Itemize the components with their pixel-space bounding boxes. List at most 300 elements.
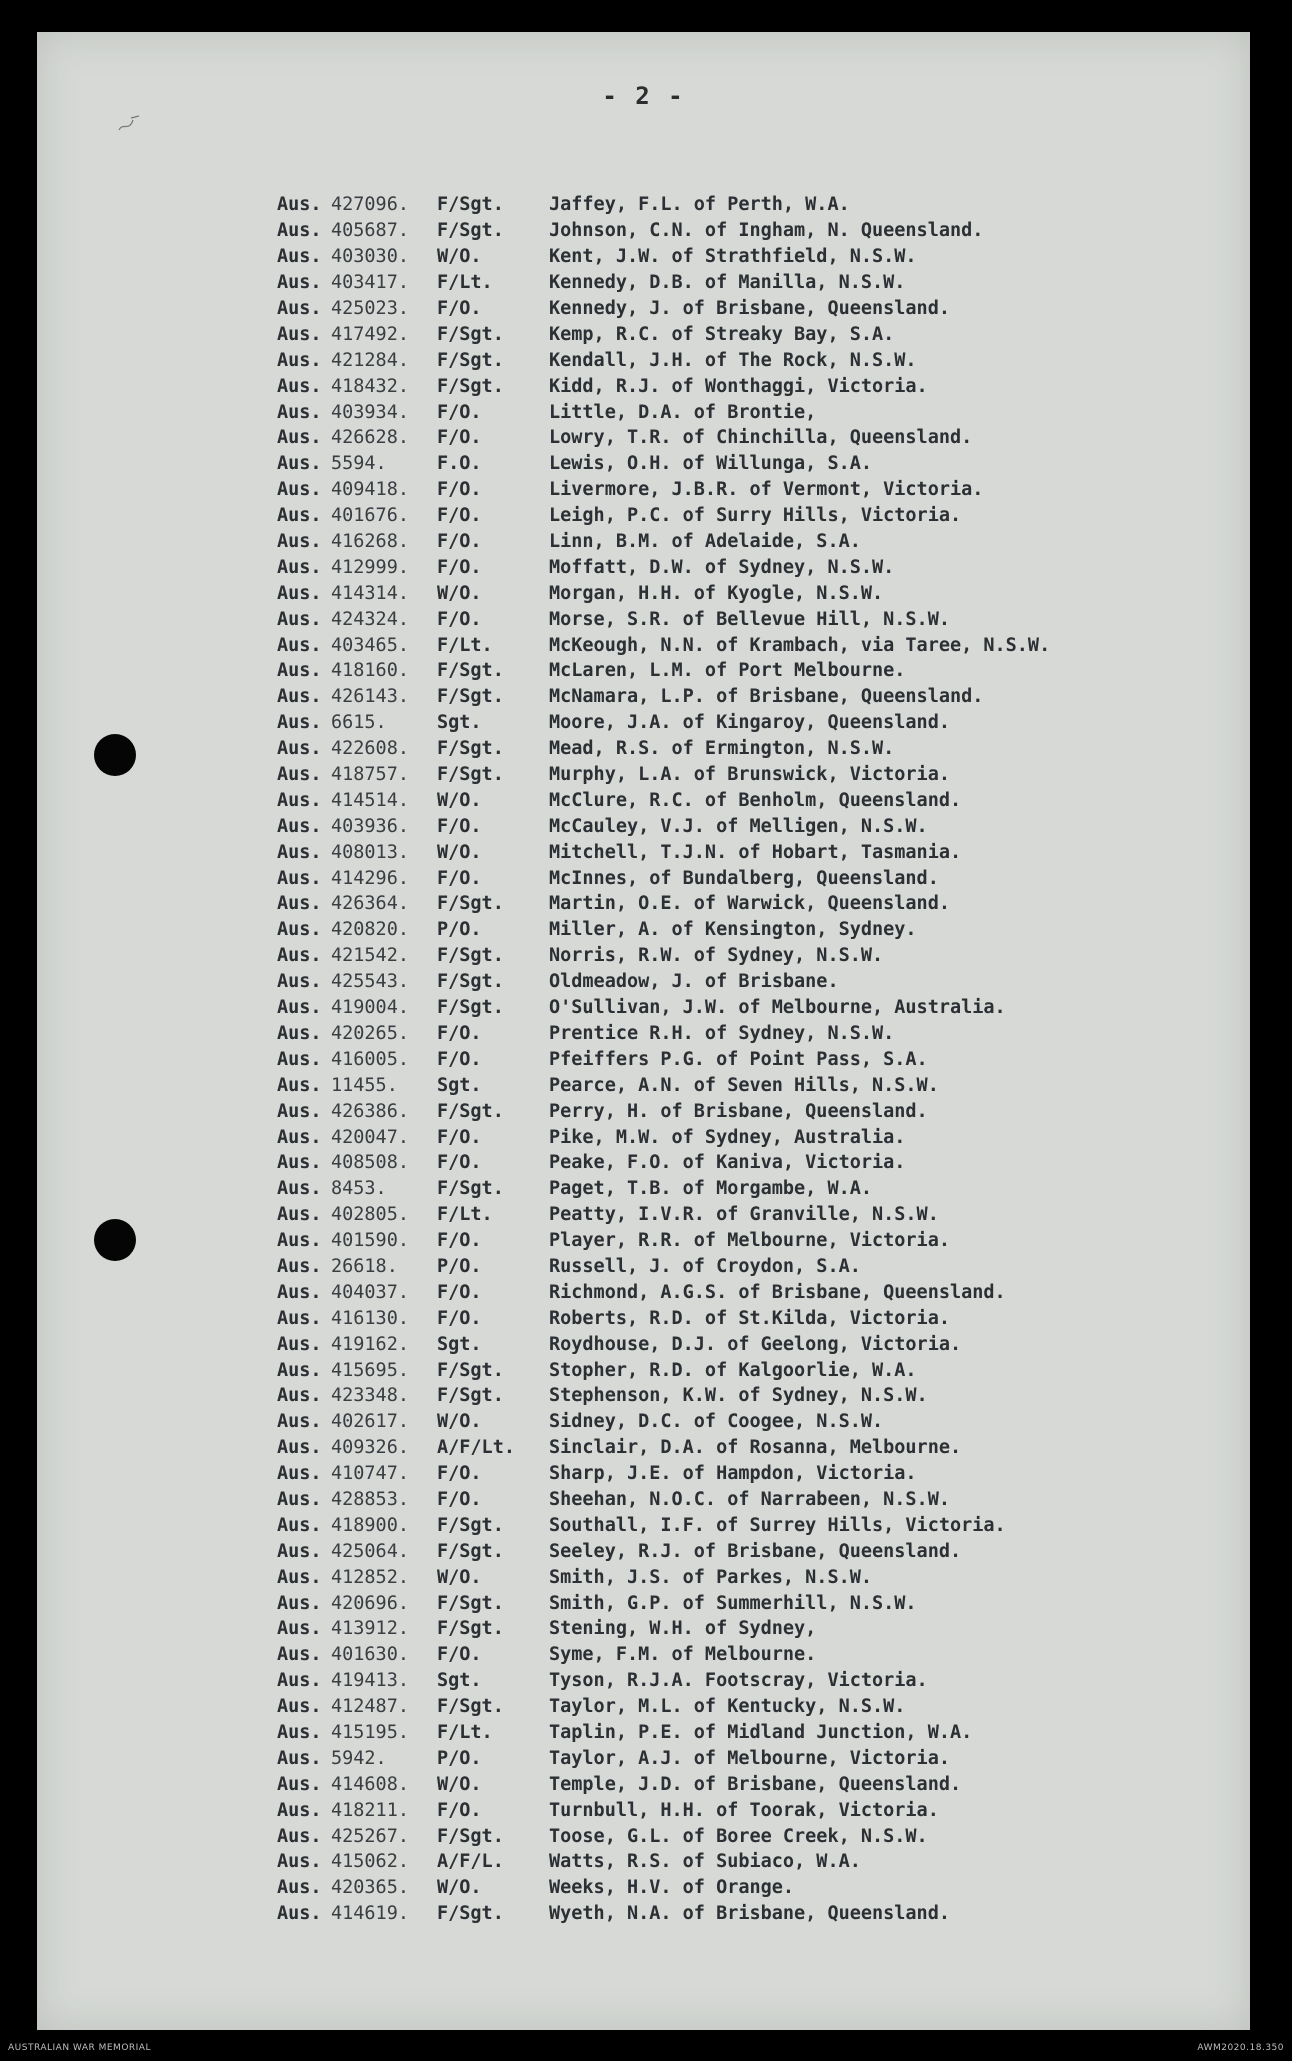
rank: F/O. — [437, 1281, 482, 1303]
list-item — [277, 1383, 1177, 1409]
rank: F/O. — [437, 815, 482, 837]
name-and-hometown: McKeough, N.N. of Krambach, via Taree, N.S.W. — [549, 634, 1051, 656]
list-item — [277, 554, 1177, 580]
list-item — [277, 1124, 1177, 1150]
service-number: 403936. — [331, 815, 409, 837]
list-item — [277, 399, 1177, 425]
name-and-hometown: Pike, M.W. of Sydney, Australia. — [549, 1126, 906, 1148]
service-number: 414514. — [331, 789, 409, 811]
name-and-hometown: Johnson, C.N. of Ingham, N. Queensland. — [549, 220, 984, 242]
service-prefix: Aus. — [277, 1333, 322, 1355]
service-prefix: Aus. — [277, 997, 322, 1019]
service-prefix: Aus. — [277, 1851, 322, 1873]
service-prefix: Aus. — [277, 789, 322, 811]
rank: F/O. — [437, 1152, 482, 1174]
service-prefix: Aus. — [277, 194, 322, 216]
service-number: 401676. — [331, 505, 409, 527]
rank: F/Lt. — [437, 1204, 493, 1226]
service-prefix: Aus. — [277, 660, 322, 682]
service-number: 403465. — [331, 634, 409, 656]
name-and-hometown: Southall, I.F. of Surrey Hills, Victoria. — [549, 1514, 1006, 1536]
name-and-hometown: Murphy, L.A. of Brunswick, Victoria. — [549, 764, 950, 786]
service-number: 420820. — [331, 919, 409, 941]
rank: F/Sgt. — [437, 1540, 504, 1562]
service-prefix: Aus. — [277, 1592, 322, 1614]
service-number: 409418. — [331, 479, 409, 501]
service-prefix: Aus. — [277, 505, 322, 527]
rank: W/O. — [437, 1411, 482, 1433]
rank: A/F/Lt. — [437, 1437, 515, 1459]
service-number: 422608. — [331, 738, 409, 760]
service-number: 414608. — [331, 1773, 409, 1795]
rank: W/O. — [437, 1773, 482, 1795]
rank: F/O. — [437, 1307, 482, 1329]
service-prefix: Aus. — [277, 1230, 322, 1252]
name-and-hometown: McInnes, of Bundalberg, Queensland. — [549, 867, 939, 889]
name-and-hometown: Kennedy, D.B. of Manilla, N.S.W. — [549, 272, 906, 294]
service-number: 419162. — [331, 1333, 409, 1355]
name-and-hometown: Smith, G.P. of Summerhill, N.S.W. — [549, 1592, 917, 1614]
name-and-hometown: Paget, T.B. of Morgambe, W.A. — [549, 1178, 873, 1200]
rank: F/Sgt. — [437, 323, 504, 345]
service-prefix: Aus. — [277, 1100, 322, 1122]
rank: P/O. — [437, 919, 482, 941]
name-and-hometown: Leigh, P.C. of Surry Hills, Victoria. — [549, 505, 962, 527]
service-number: 412487. — [331, 1696, 409, 1718]
rank: F/Sgt. — [437, 1825, 504, 1847]
rank: F/O. — [437, 1463, 482, 1485]
list-item — [277, 891, 1177, 917]
rank: F/Sgt. — [437, 1592, 504, 1614]
name-and-hometown: Miller, A. of Kensington, Sydney. — [549, 919, 917, 941]
service-number: 426143. — [331, 686, 409, 708]
service-number: 402805. — [331, 1204, 409, 1226]
service-number: 419004. — [331, 997, 409, 1019]
name-and-hometown: Taylor, A.J. of Melbourne, Victoria. — [549, 1747, 950, 1769]
name-and-hometown: Lowry, T.R. of Chinchilla, Queensland. — [549, 427, 973, 449]
name-and-hometown: Mead, R.S. of Ermington, N.S.W. — [549, 738, 895, 760]
service-prefix: Aus. — [277, 1385, 322, 1407]
service-prefix: Aus. — [277, 1048, 322, 1070]
rank: F/O. — [437, 531, 482, 553]
service-prefix: Aus. — [277, 919, 322, 941]
list-item — [277, 1228, 1177, 1254]
name-and-hometown: Pfeiffers P.G. of Point Pass, S.A. — [549, 1048, 928, 1070]
service-number: 418900. — [331, 1514, 409, 1536]
name-and-hometown: Temple, J.D. of Brisbane, Queensland. — [549, 1773, 962, 1795]
rank: F/O. — [437, 1488, 482, 1510]
rank: P/O. — [437, 1255, 482, 1277]
service-prefix: Aus. — [277, 634, 322, 656]
service-number: 405687. — [331, 220, 409, 242]
service-prefix: Aus. — [277, 945, 322, 967]
name-and-hometown: Livermore, J.B.R. of Vermont, Victoria. — [549, 479, 984, 501]
rank: F/Sgt. — [437, 1696, 504, 1718]
service-number: 408508. — [331, 1152, 409, 1174]
service-number: 415195. — [331, 1721, 409, 1743]
list-item — [277, 684, 1177, 710]
rank: F/Sgt. — [437, 220, 504, 242]
service-number: 423348. — [331, 1385, 409, 1407]
list-item — [277, 1849, 1177, 1875]
list-item — [277, 321, 1177, 347]
footer-institution: AUSTRALIAN WAR MEMORIAL — [8, 2043, 151, 2053]
rank: F/Sgt. — [437, 1618, 504, 1640]
name-and-hometown: McNamara, L.P. of Brisbane, Queensland. — [549, 686, 984, 708]
name-and-hometown: Kendall, J.H. of The Rock, N.S.W. — [549, 349, 917, 371]
service-number: 425267. — [331, 1825, 409, 1847]
rank: F/Sgt. — [437, 1385, 504, 1407]
list-item — [277, 1150, 1177, 1176]
name-and-hometown: Wyeth, N.A. of Brisbane, Queensland. — [549, 1903, 950, 1925]
rank: P/O. — [437, 1747, 482, 1769]
document-page — [37, 32, 1250, 2030]
name-and-hometown: Sheehan, N.O.C. of Narrabeen, N.S.W. — [549, 1488, 950, 1510]
name-and-hometown: Stening, W.H. of Sydney, — [549, 1618, 817, 1640]
service-prefix: Aus. — [277, 1152, 322, 1174]
rank: F/O. — [437, 556, 482, 578]
list-item — [277, 580, 1177, 606]
list-item — [277, 1461, 1177, 1487]
service-prefix: Aus. — [277, 479, 322, 501]
service-prefix: Aus. — [277, 1903, 322, 1925]
name-and-hometown: Oldmeadow, J. of Brisbane. — [549, 971, 839, 993]
service-number: 421284. — [331, 349, 409, 371]
list-item — [277, 1072, 1177, 1098]
service-prefix: Aus. — [277, 1877, 322, 1899]
rank: F/Sgt. — [437, 1359, 504, 1381]
list-item — [277, 1901, 1177, 1927]
name-and-hometown: O'Sullivan, J.W. of Melbourne, Australia. — [549, 997, 1006, 1019]
service-number: 426364. — [331, 893, 409, 915]
service-number: 426628. — [331, 427, 409, 449]
service-prefix: Aus. — [277, 764, 322, 786]
service-prefix: Aus. — [277, 1411, 322, 1433]
list-item — [277, 1176, 1177, 1202]
list-item — [277, 787, 1177, 813]
rank: F/Sgt. — [437, 194, 504, 216]
list-item — [277, 865, 1177, 891]
name-and-hometown: Tyson, R.J.A. Footscray, Victoria. — [549, 1670, 928, 1692]
list-item — [277, 1564, 1177, 1590]
list-item — [277, 658, 1177, 684]
rank: F/O. — [437, 1048, 482, 1070]
list-item — [277, 1771, 1177, 1797]
service-prefix: Aus. — [277, 453, 322, 475]
rank: F/Sgt. — [437, 997, 504, 1019]
service-number: 403030. — [331, 246, 409, 268]
service-prefix: Aus. — [277, 1463, 322, 1485]
service-prefix: Aus. — [277, 1126, 322, 1148]
service-number: 403934. — [331, 401, 409, 423]
service-number: 402617. — [331, 1411, 409, 1433]
name-and-hometown: Prentice R.H. of Sydney, N.S.W. — [549, 1022, 895, 1044]
service-prefix: Aus. — [277, 712, 322, 734]
rank: F/Sgt. — [437, 893, 504, 915]
name-and-hometown: Sharp, J.E. of Hampdon, Victoria. — [549, 1463, 917, 1485]
list-item — [277, 1590, 1177, 1616]
list-item — [277, 710, 1177, 736]
service-number: 408013. — [331, 841, 409, 863]
list-item — [277, 1668, 1177, 1694]
list-item — [277, 1357, 1177, 1383]
service-prefix: Aus. — [277, 531, 322, 553]
name-and-hometown: Pearce, A.N. of Seven Hills, N.S.W. — [549, 1074, 939, 1096]
list-item — [277, 529, 1177, 555]
service-number: 414296. — [331, 867, 409, 889]
list-item — [277, 1823, 1177, 1849]
service-number: 426386. — [331, 1100, 409, 1122]
rank: F/Sgt. — [437, 375, 504, 397]
rank: F/Sgt. — [437, 349, 504, 371]
service-prefix: Aus. — [277, 1618, 322, 1640]
rank: F/Sgt. — [437, 1514, 504, 1536]
pencil-mark-icon — [115, 112, 143, 136]
service-prefix: Aus. — [277, 556, 322, 578]
rank: F/O. — [437, 1126, 482, 1148]
service-number: 5594. — [331, 453, 387, 475]
rank: W/O. — [437, 789, 482, 811]
service-number: 420047. — [331, 1126, 409, 1148]
service-prefix: Aus. — [277, 841, 322, 863]
name-and-hometown: Kemp, R.C. of Streaky Bay, S.A. — [549, 323, 895, 345]
list-item — [277, 813, 1177, 839]
name-and-hometown: Sinclair, D.A. of Rosanna, Melbourne. — [549, 1437, 962, 1459]
rank: Sgt. — [437, 1074, 482, 1096]
list-item — [277, 1331, 1177, 1357]
list-item — [277, 451, 1177, 477]
rank: Sgt. — [437, 1333, 482, 1355]
service-number: 414619. — [331, 1903, 409, 1925]
name-and-hometown: Kent, J.W. of Strathfield, N.S.W. — [549, 246, 917, 268]
list-item — [277, 1616, 1177, 1642]
service-prefix: Aus. — [277, 893, 322, 915]
name-and-hometown: Turnbull, H.H. of Toorak, Victoria. — [549, 1799, 939, 1821]
name-and-hometown: Richmond, A.G.S. of Brisbane, Queensland. — [549, 1281, 1006, 1303]
service-prefix: Aus. — [277, 1540, 322, 1562]
rank: A/F/L. — [437, 1851, 504, 1873]
list-item — [277, 943, 1177, 969]
name-and-hometown: Martin, O.E. of Warwick, Queensland. — [549, 893, 950, 915]
name-and-hometown: McClure, R.C. of Benholm, Queensland. — [549, 789, 962, 811]
service-number: 415695. — [331, 1359, 409, 1381]
service-prefix: Aus. — [277, 1721, 322, 1743]
name-and-hometown: Moore, J.A. of Kingaroy, Queensland. — [549, 712, 950, 734]
name-and-hometown: Peake, F.O. of Kaniva, Victoria. — [549, 1152, 906, 1174]
rank: F/O. — [437, 608, 482, 630]
rank: W/O. — [437, 1566, 482, 1588]
service-number: 403417. — [331, 272, 409, 294]
service-number: 416268. — [331, 531, 409, 553]
service-number: 412999. — [331, 556, 409, 578]
list-item — [277, 606, 1177, 632]
service-number: 425543. — [331, 971, 409, 993]
list-item — [277, 192, 1177, 218]
service-prefix: Aus. — [277, 1747, 322, 1769]
service-number: 401590. — [331, 1230, 409, 1252]
list-item — [277, 296, 1177, 322]
rank: F/Lt. — [437, 272, 493, 294]
service-number: 425064. — [331, 1540, 409, 1562]
service-number: 416005. — [331, 1048, 409, 1070]
service-prefix: Aus. — [277, 1359, 322, 1381]
name-and-hometown: Taplin, P.E. of Midland Junction, W.A. — [549, 1721, 973, 1743]
service-prefix: Aus. — [277, 1255, 322, 1277]
list-item — [277, 969, 1177, 995]
name-and-hometown: Stephenson, K.W. of Sydney, N.S.W. — [549, 1385, 928, 1407]
service-prefix: Aus. — [277, 1799, 322, 1821]
rank: F/Sgt. — [437, 1178, 504, 1200]
list-item — [277, 1512, 1177, 1538]
service-prefix: Aus. — [277, 686, 322, 708]
service-number: 11455. — [331, 1074, 398, 1096]
service-prefix: Aus. — [277, 1566, 322, 1588]
rank: W/O. — [437, 582, 482, 604]
service-number: 418160. — [331, 660, 409, 682]
service-number: 409326. — [331, 1437, 409, 1459]
service-number: 418757. — [331, 764, 409, 786]
rank: F/Sgt. — [437, 764, 504, 786]
page-number: - 2 - — [602, 82, 685, 110]
rank: F/Sgt. — [437, 1100, 504, 1122]
service-prefix: Aus. — [277, 401, 322, 423]
rank: F/O. — [437, 867, 482, 889]
rank: F/Sgt. — [437, 738, 504, 760]
service-prefix: Aus. — [277, 220, 322, 242]
name-and-hometown: Stopher, R.D. of Kalgoorlie, W.A. — [549, 1359, 917, 1381]
name-and-hometown: Roydhouse, D.J. of Geelong, Victoria. — [549, 1333, 962, 1355]
list-item — [277, 1305, 1177, 1331]
list-item — [277, 425, 1177, 451]
name-and-hometown: Weeks, H.V. of Orange. — [549, 1877, 795, 1899]
list-item — [277, 1720, 1177, 1746]
name-and-hometown: Morgan, H.H. of Kyogle, N.S.W. — [549, 582, 884, 604]
service-number: 404037. — [331, 1281, 409, 1303]
service-number: 26618. — [331, 1255, 398, 1277]
rank: F/O. — [437, 401, 482, 423]
list-item — [277, 1435, 1177, 1461]
service-prefix: Aus. — [277, 1022, 322, 1044]
rank: F/Sgt. — [437, 1903, 504, 1925]
service-number: 8453. — [331, 1178, 387, 1200]
service-prefix: Aus. — [277, 1074, 322, 1096]
name-and-hometown: Lewis, O.H. of Willunga, S.A. — [549, 453, 873, 475]
list-item — [277, 762, 1177, 788]
rank: F/Sgt. — [437, 945, 504, 967]
rank: F.O. — [437, 453, 482, 475]
rank: Sgt. — [437, 1670, 482, 1692]
list-item — [277, 1098, 1177, 1124]
name-and-hometown: McCauley, V.J. of Melligen, N.S.W. — [549, 815, 928, 837]
service-number: 424324. — [331, 608, 409, 630]
rank: F/Sgt. — [437, 971, 504, 993]
service-prefix: Aus. — [277, 246, 322, 268]
list-item — [277, 218, 1177, 244]
list-item — [277, 347, 1177, 373]
list-item — [277, 1202, 1177, 1228]
list-item — [277, 632, 1177, 658]
service-prefix: Aus. — [277, 427, 322, 449]
rank: W/O. — [437, 841, 482, 863]
service-number: 412852. — [331, 1566, 409, 1588]
rank: F/O. — [437, 427, 482, 449]
name-and-hometown: Toose, G.L. of Boree Creek, N.S.W. — [549, 1825, 928, 1847]
list-item — [277, 244, 1177, 270]
name-and-hometown: Watts, R.S. of Subiaco, W.A. — [549, 1851, 861, 1873]
name-and-hometown: Norris, R.W. of Sydney, N.S.W. — [549, 945, 884, 967]
list-item — [277, 477, 1177, 503]
name-and-hometown: Smith, J.S. of Parkes, N.S.W. — [549, 1566, 873, 1588]
list-item — [277, 1694, 1177, 1720]
rank: F/O. — [437, 1230, 482, 1252]
list-item — [277, 1279, 1177, 1305]
list-item — [277, 373, 1177, 399]
service-prefix: Aus. — [277, 1696, 322, 1718]
rank: F/O. — [437, 479, 482, 501]
list-item — [277, 1409, 1177, 1435]
rank: F/Lt. — [437, 634, 493, 656]
service-prefix: Aus. — [277, 375, 322, 397]
list-item — [277, 503, 1177, 529]
name-and-hometown: Player, R.R. of Melbourne, Victoria. — [549, 1230, 950, 1252]
name-and-hometown: Linn, B.M. of Adelaide, S.A. — [549, 531, 861, 553]
service-number: 414314. — [331, 582, 409, 604]
rank: W/O. — [437, 1877, 482, 1899]
service-prefix: Aus. — [277, 608, 322, 630]
name-and-hometown: Russell, J. of Croydon, S.A. — [549, 1255, 861, 1277]
service-number: 415062. — [331, 1851, 409, 1873]
service-prefix: Aus. — [277, 1514, 322, 1536]
service-prefix: Aus. — [277, 738, 322, 760]
service-prefix: Aus. — [277, 1307, 322, 1329]
service-prefix: Aus. — [277, 323, 322, 345]
service-prefix: Aus. — [277, 1281, 322, 1303]
rank: F/Sgt. — [437, 686, 504, 708]
rank: Sgt. — [437, 712, 482, 734]
name-and-hometown: Jaffey, F.L. of Perth, W.A. — [549, 194, 850, 216]
service-number: 410747. — [331, 1463, 409, 1485]
service-prefix: Aus. — [277, 815, 322, 837]
name-and-hometown: Perry, H. of Brisbane, Queensland. — [549, 1100, 928, 1122]
service-number: 425023. — [331, 298, 409, 319]
service-prefix: Aus. — [277, 1825, 322, 1847]
list-item — [277, 839, 1177, 865]
rank: F/O. — [437, 1644, 482, 1666]
name-and-hometown: Moffatt, D.W. of Sydney, N.S.W. — [549, 556, 895, 578]
list-item — [277, 1642, 1177, 1668]
service-prefix: Aus. — [277, 298, 322, 319]
list-item — [277, 1254, 1177, 1280]
service-number: 421542. — [331, 945, 409, 967]
service-prefix: Aus. — [277, 1204, 322, 1226]
service-number: 428853. — [331, 1488, 409, 1510]
name-and-hometown: Kidd, R.J. of Wonthaggi, Victoria. — [549, 375, 928, 397]
name-and-hometown: Syme, F.M. of Melbourne. — [549, 1644, 817, 1666]
service-prefix: Aus. — [277, 867, 322, 889]
service-number: 416130. — [331, 1307, 409, 1329]
service-prefix: Aus. — [277, 1437, 322, 1459]
list-item — [277, 1538, 1177, 1564]
list-item — [277, 1046, 1177, 1072]
name-and-hometown: Morse, S.R. of Bellevue Hill, N.S.W. — [549, 608, 950, 630]
name-and-hometown: Peatty, I.V.R. of Granville, N.S.W. — [549, 1204, 939, 1226]
punch-hole-icon — [94, 1219, 136, 1261]
list-item — [277, 1487, 1177, 1513]
name-and-hometown: Seeley, R.J. of Brisbane, Queensland. — [549, 1540, 962, 1562]
service-prefix: Aus. — [277, 1773, 322, 1795]
service-number: 5942. — [331, 1747, 387, 1769]
list-item — [277, 1875, 1177, 1901]
